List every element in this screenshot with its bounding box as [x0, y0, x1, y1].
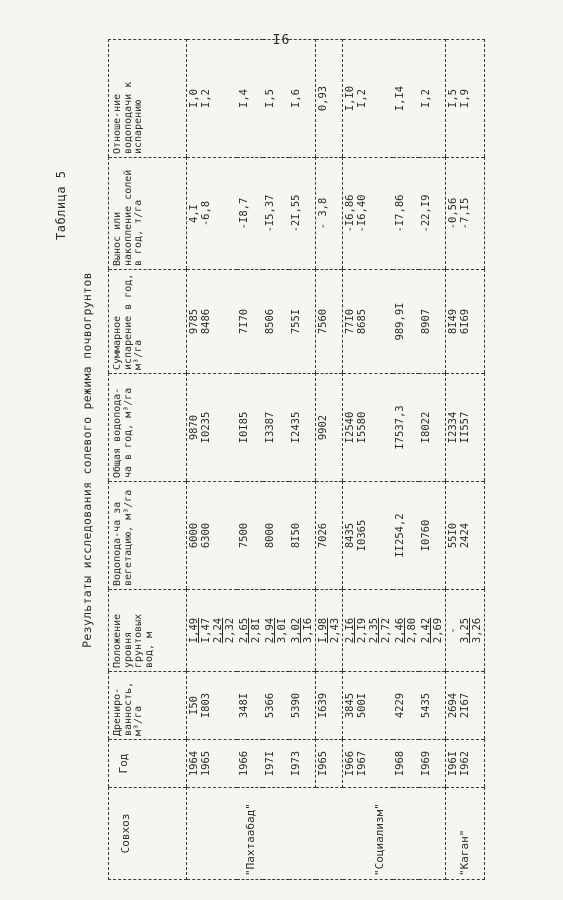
cell-year: I973	[289, 740, 316, 788]
cell-veg-water: 7026	[316, 482, 343, 590]
cell-ratio: I,2	[356, 89, 368, 108]
cell-year: 1965	[200, 750, 212, 777]
cell-salt: -7,I5	[459, 197, 471, 230]
cell-groundwater: 3,25	[459, 617, 471, 644]
table-row	[316, 40, 343, 880]
cell-veg-water: 8435	[344, 522, 356, 549]
cell-evaporation: 989,9I	[393, 270, 419, 374]
cell-groundwater: 2,I6	[344, 617, 356, 644]
cell-evaporation: 8907	[419, 270, 446, 374]
table-row	[289, 40, 316, 880]
table-title: Результаты исследования солевого режима почвогрунтов	[80, 272, 94, 648]
rotated-table-block	[50, 40, 520, 880]
cell-groundwater: 2,69	[432, 617, 444, 644]
cell-evaporation: 7I70	[237, 270, 263, 374]
cell-ratio: I,4	[237, 40, 263, 158]
table-label: Таблица 5	[54, 170, 68, 240]
cell-drainage: I639	[316, 672, 343, 740]
cell-drainage: 348I	[237, 672, 263, 740]
cell-total-water: I7537,3	[393, 374, 419, 482]
cell-ratio: I,6	[289, 40, 316, 158]
cell-veg-water: 55I0	[447, 522, 459, 549]
col-header-salt: Вынос или накопление солей в год, т/га	[109, 158, 187, 270]
cell-ratio: I,5	[447, 89, 459, 108]
cell-year: I962	[459, 750, 471, 777]
cell-drainage: 2I67	[459, 692, 471, 719]
cell-groundwater: 2,65	[238, 617, 250, 644]
cell-year: I967	[356, 750, 368, 777]
cell-total-water: 9902	[316, 374, 343, 482]
cell-total-water: II557	[459, 411, 471, 444]
cell-veg-water: 7500	[237, 482, 263, 590]
col-header-ratio: Отноше-ние водоподачи к испарению	[109, 40, 187, 158]
col-header-groundwater: Положение уровня грунтовых вод, м	[109, 590, 187, 672]
cell-year: I968	[393, 740, 419, 788]
cell-salt: -I8,7	[237, 158, 263, 270]
cell-evaporation: 8I49	[447, 308, 459, 335]
cell-salt: -I5,37	[263, 158, 289, 270]
cell-veg-water: I0760	[419, 482, 446, 590]
cell-year: I969	[419, 740, 446, 788]
cell-groundwater: 2,35	[368, 617, 380, 644]
cell-salt: - 3,8	[316, 158, 343, 270]
cell-groundwater: 2,94	[264, 617, 276, 644]
table-row	[187, 40, 238, 880]
table-row	[419, 40, 446, 880]
cell-groundwater: I,49	[188, 617, 200, 644]
cell-total-water: I3387	[263, 374, 289, 482]
cell-veg-water: 8I50	[289, 482, 316, 590]
cell-groundwater: 2,43	[329, 617, 341, 644]
cell-ratio: I,9	[459, 89, 471, 108]
cell-drainage: 4229	[393, 672, 419, 740]
cell-drainage: 500I	[356, 692, 368, 719]
cell-salt: -I6,40	[356, 194, 368, 233]
cell-evaporation: 8486	[200, 308, 212, 335]
cell-salt: -6,8	[200, 200, 212, 227]
cell-drainage: 3845	[344, 692, 356, 719]
col-header-drainage: Дрениро-ванность, м³/га	[109, 672, 187, 740]
salt-regime-table	[108, 39, 485, 880]
sovkhoz-sotsializm: "Социализм"	[316, 788, 446, 880]
sovkhoz-kagan: "Каган"	[446, 788, 485, 880]
cell-total-water: I8022	[419, 374, 446, 482]
cell-groundwater: 2,42	[420, 617, 432, 644]
cell-ratio: I,0	[188, 89, 200, 108]
page-number: I6	[272, 33, 291, 48]
cell-total-water: I5580	[356, 411, 368, 444]
cell-ratio: I,2	[200, 89, 212, 108]
cell-groundwater: 3,26	[471, 617, 483, 644]
table-row	[393, 40, 419, 880]
table-row	[343, 40, 394, 880]
cell-drainage: 5390	[289, 672, 316, 740]
cell-ratio: I,5	[263, 40, 289, 158]
cell-veg-water: 2424	[459, 522, 471, 549]
sovkhoz-pakhtaabad: "Пахтаабад"	[187, 788, 316, 880]
cell-total-water: I2540	[344, 411, 356, 444]
cell-evaporation: 7560	[316, 270, 343, 374]
cell-groundwater: 2,24	[212, 617, 224, 644]
cell-total-water: I0235	[200, 411, 212, 444]
cell-total-water: I0I85	[237, 374, 263, 482]
cell-salt: -0,56	[447, 197, 459, 230]
cell-groundwater: I,47	[200, 617, 212, 644]
cell-veg-water: I0365	[356, 519, 368, 552]
col-header-evaporation: Суммарное испарение в год, м³/га	[109, 270, 187, 374]
cell-veg-water: 8000	[263, 482, 289, 590]
cell-salt: -22,I9	[419, 158, 446, 270]
cell-groundwater: -	[447, 627, 459, 634]
cell-year: I97I	[263, 740, 289, 788]
cell-groundwater: 2,46	[394, 617, 406, 644]
cell-total-water: 9870	[188, 414, 200, 441]
col-header-year: Год	[109, 740, 187, 788]
cell-veg-water: II254,2	[393, 482, 419, 590]
cell-groundwater: 3,0I	[276, 617, 288, 644]
cell-ratio: I,I0	[344, 85, 356, 112]
cell-evaporation: 9785	[188, 308, 200, 335]
cell-year: 1964	[188, 750, 200, 777]
cell-salt: -2I,55	[289, 158, 316, 270]
cell-groundwater: 2,80	[406, 617, 418, 644]
cell-veg-water: 6000	[188, 522, 200, 549]
table-row	[263, 40, 289, 880]
cell-groundwater: 3,02	[290, 617, 302, 644]
cell-evaporation: 8506	[263, 270, 289, 374]
cell-ratio: I,2	[419, 40, 446, 158]
cell-ratio: 0,93	[316, 40, 343, 158]
col-header-sovkhoz: Совхоз	[109, 788, 187, 880]
cell-drainage: I50	[188, 696, 200, 715]
cell-year: I965	[316, 740, 343, 788]
cell-groundwater: 2,I9	[356, 617, 368, 644]
cell-drainage: 5366	[263, 672, 289, 740]
cell-drainage: 2694	[447, 692, 459, 719]
table-row	[446, 40, 485, 880]
cell-ratio: I,I4	[393, 40, 419, 158]
cell-year: I966	[344, 750, 356, 777]
cell-salt: -I6,86	[344, 194, 356, 233]
cell-groundwater: 3,I6	[302, 617, 314, 644]
col-header-total-water: Общая водопода-ча в год, м³/га	[109, 374, 187, 482]
cell-drainage: I803	[200, 692, 212, 719]
table-row	[237, 40, 263, 880]
cell-evaporation: 8685	[356, 308, 368, 335]
cell-groundwater: 2,32	[224, 617, 236, 644]
cell-groundwater: I,98	[317, 617, 329, 644]
cell-total-water: I2334	[447, 411, 459, 444]
cell-evaporation: 77I0	[344, 308, 356, 335]
cell-veg-water: 6300	[200, 522, 212, 549]
cell-groundwater: 2,8I	[250, 617, 262, 644]
cell-salt: 4,I	[188, 204, 200, 223]
cell-salt: -I7,86	[393, 158, 419, 270]
cell-year: 1966	[237, 740, 263, 788]
cell-year: I96I	[447, 750, 459, 777]
cell-drainage: 5435	[419, 672, 446, 740]
cell-evaporation: 6I69	[459, 308, 471, 335]
table-header-row	[109, 40, 187, 880]
cell-total-water: I2435	[289, 374, 316, 482]
cell-evaporation: 755I	[289, 270, 316, 374]
cell-groundwater: 2,72	[380, 617, 392, 644]
col-header-veg-water: Водопода-ча за вегетацию, м³/га	[109, 482, 187, 590]
